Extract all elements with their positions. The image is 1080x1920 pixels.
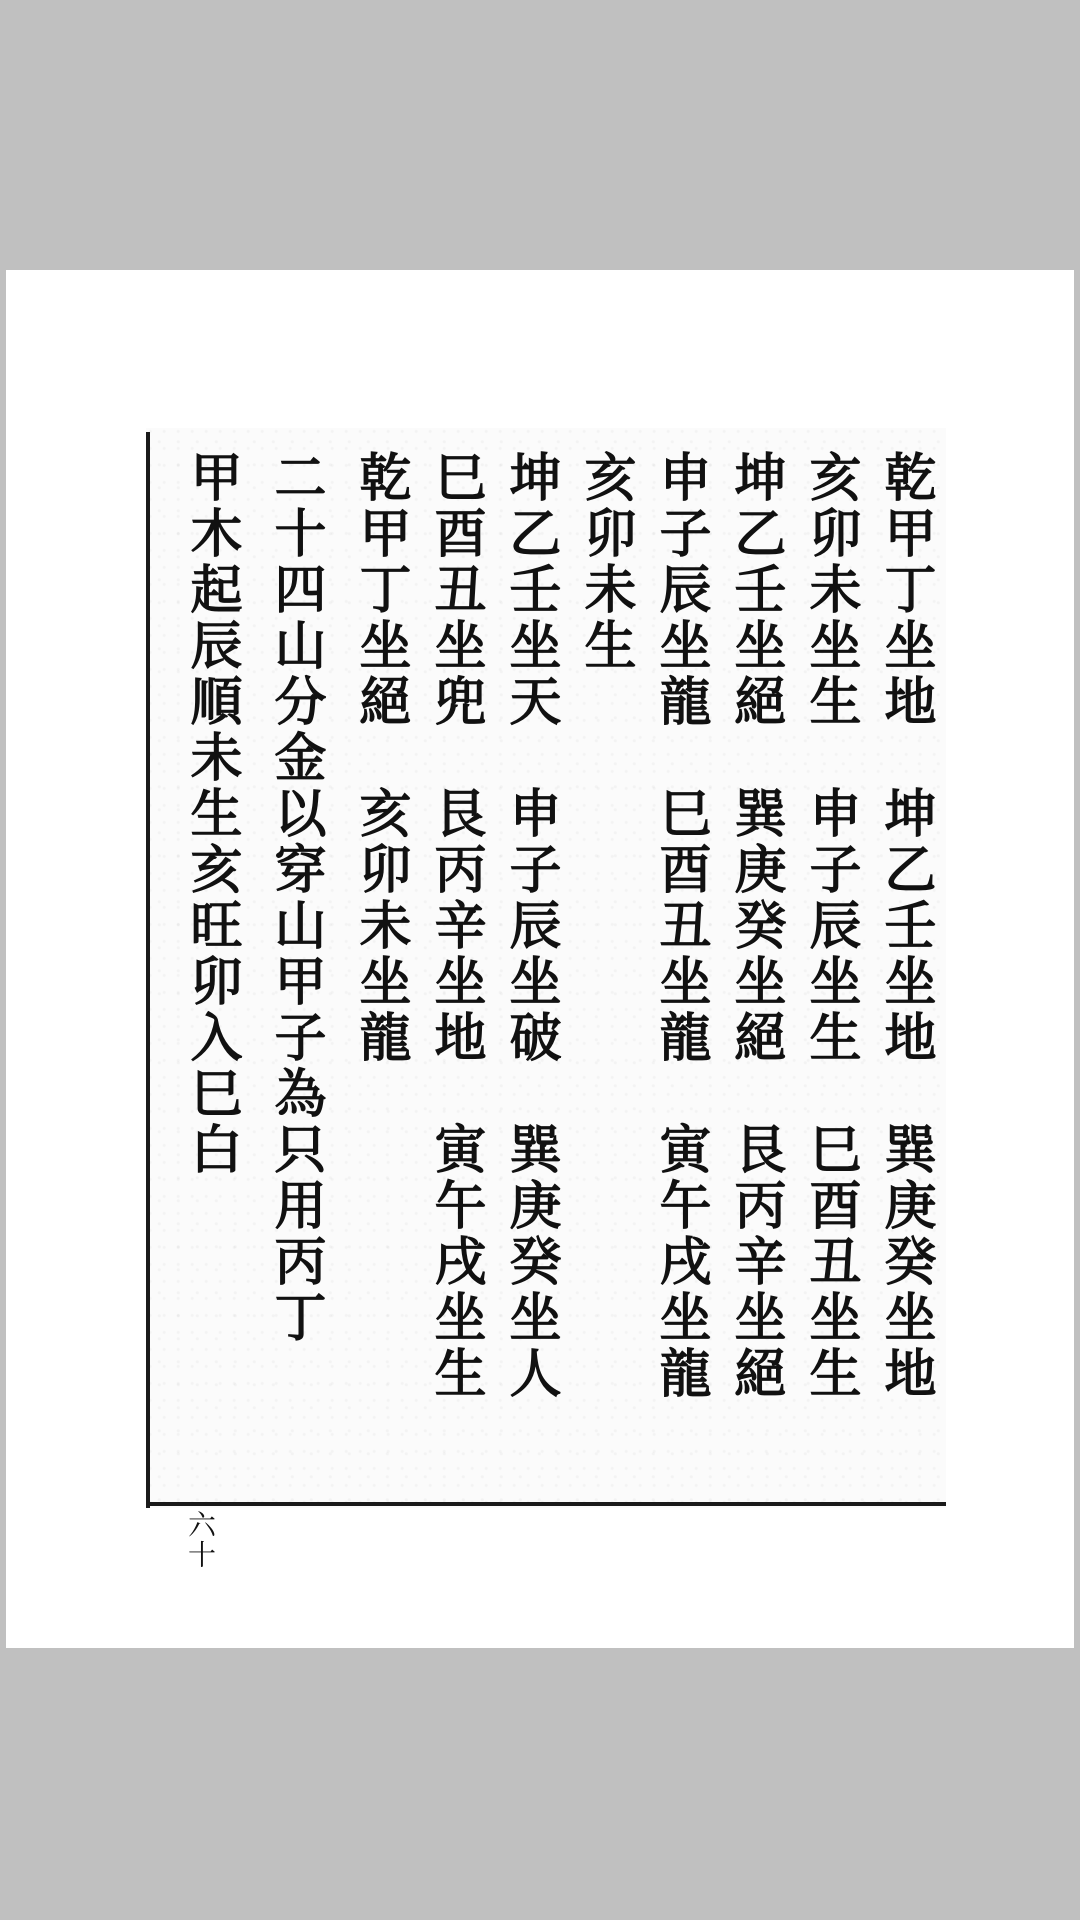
text-column-6: 坤乙壬坐天 申子辰坐破 巽庚癸坐人 [500,450,561,1402]
text-column-4: 申子辰坐龍 巳酉丑坐龍 寅午戌坐龍 [650,450,711,1402]
text-column-5: 亥卯未生 [575,450,636,674]
text-column-9: 二十四山分金以穿山甲子為只用丙丁 [265,450,326,1346]
left-border-rule [146,432,150,1508]
text-column-3: 坤乙壬坐絕 巽庚癸坐絕 艮丙辛坐絕 [725,450,786,1402]
text-column-10: 甲木起辰順未生亥旺卯入巳白 [181,450,242,1178]
page-number: 六十 [184,1510,217,1570]
text-column-8: 乾甲丁坐絕 亥卯未坐龍 [350,450,411,1066]
bottom-border-rule [146,1502,946,1506]
text-column-7: 巳酉丑坐兜 艮丙辛坐地 寅午戌坐生 [425,450,486,1402]
text-column-1: 乾甲丁坐地 坤乙壬坐地 巽庚癸坐地 [875,450,936,1402]
text-column-2: 亥卯未坐生 申子辰坐生 巳酉丑坐生 [800,450,861,1402]
document-page [6,270,1074,1648]
